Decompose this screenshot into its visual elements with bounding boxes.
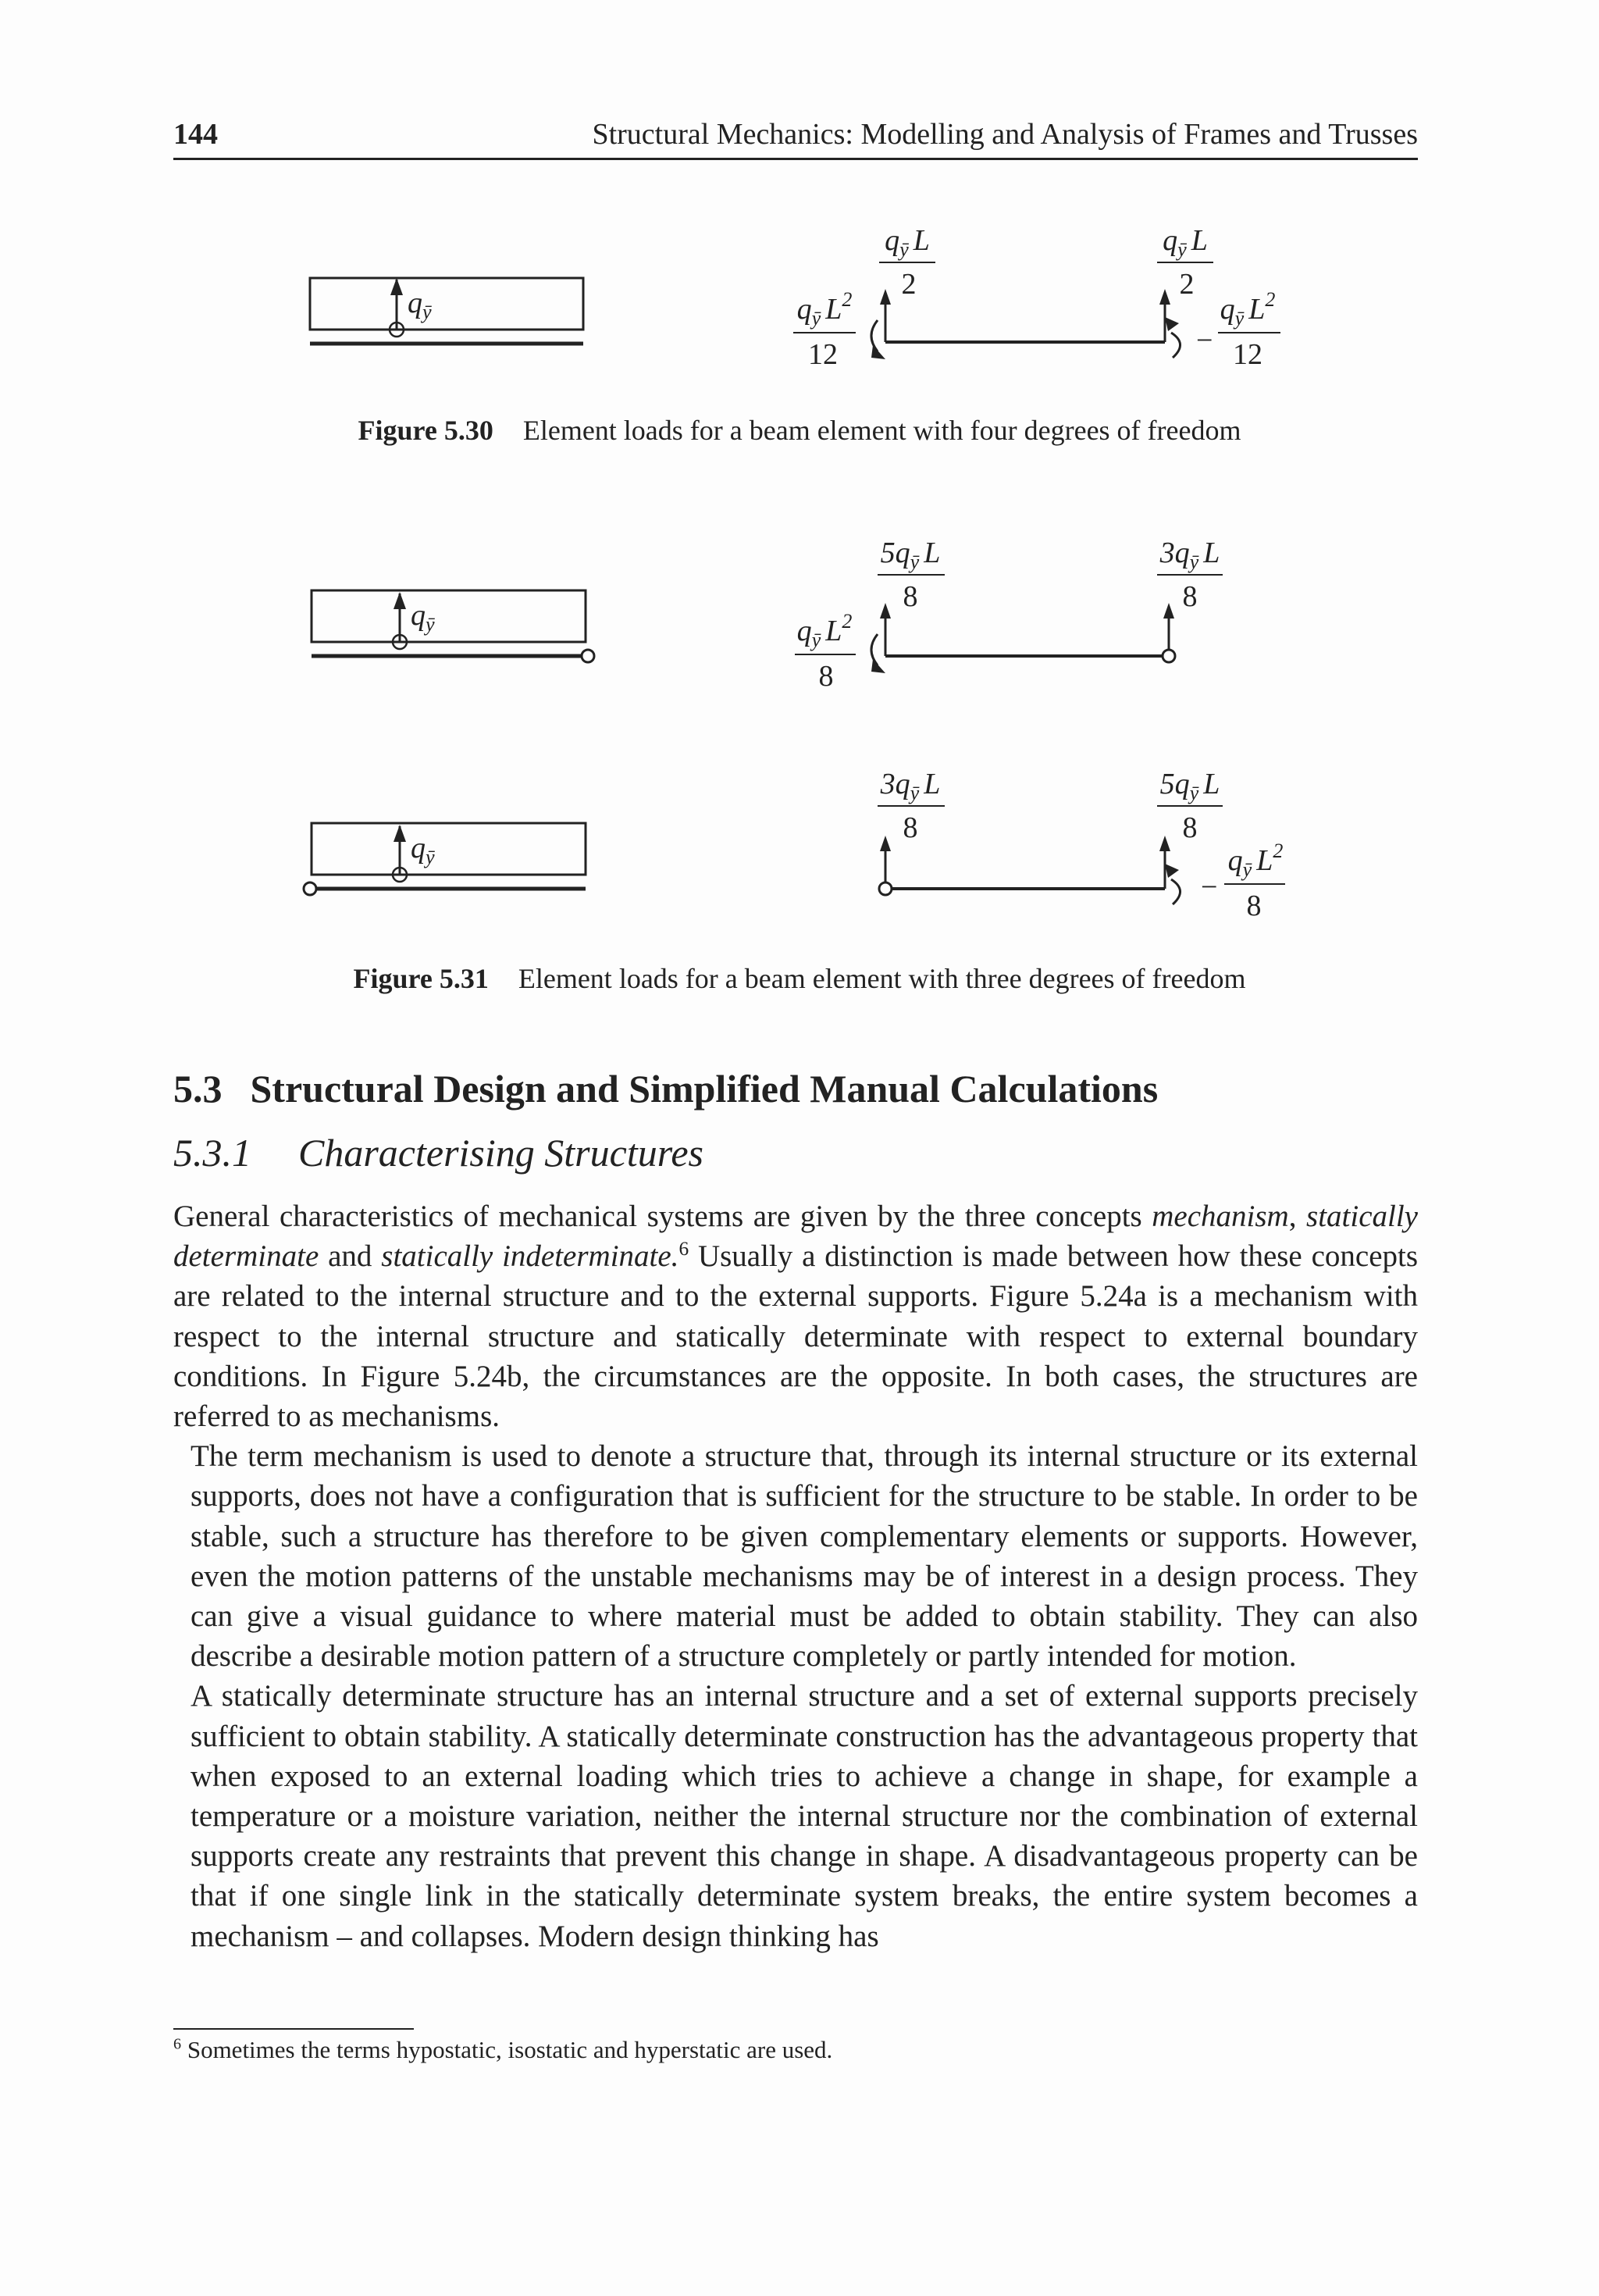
- left-moment-icon: [871, 634, 878, 665]
- load-box: [310, 278, 583, 330]
- case-b-right-moment-label: $q_ȳ$ $L^2$: [1227, 840, 1284, 881]
- paragraph: General characteristics of mechanical systems are given by the three concepts mechanism, statically determinate and statically indeterminate.$^6$ Usually a distinction is made between how these concepts are related to the internal structure and to the external supports. Figure 5.24a is a mechanism with respect to the internal structure and statically determinate with respect to external boundary conditions. In Figure 5.24b, the circumstances are the opposite. In both cases, the structures are referred to as mechanisms.: [173, 1200, 1419, 1434]
- footnote: $^6$ Sometimes the terms hypostatic, isostatic and hyperstatic are used.: [173, 2035, 833, 2063]
- page-header: [173, 117, 1418, 160]
- subsection-heading: 5.3.1 Characterising Structures: [173, 1131, 703, 1175]
- right-moment-icon: [1171, 879, 1181, 904]
- right-force-label: $q_ȳ$ L: [1163, 224, 1208, 261]
- section-heading: 5.3 Structural Design and Simplified Manual Calculations: [173, 1067, 1159, 1111]
- body-text: [173, 1196, 1418, 1956]
- page-number: 144: [173, 118, 218, 151]
- svg-text:8: 8: [903, 580, 918, 613]
- figure-5-31-caption: Figure 5.31 Element loads for a beam element with three degrees of freedom: [353, 963, 1246, 994]
- hinge-icon: [879, 882, 892, 895]
- svg-text:8: 8: [1182, 580, 1198, 613]
- load-label-b: q: [411, 832, 426, 865]
- right-moment-sign: −: [1196, 324, 1213, 357]
- left-force-label: $q_ȳ$ L: [885, 224, 930, 261]
- running-title: Structural Mechanics: Modelling and Analysis of Frames and Trusses: [592, 118, 1418, 151]
- right-moment-sign: −: [1201, 871, 1218, 904]
- left-moment-label: $q_ȳ$ $L^2$: [796, 288, 853, 330]
- case-a-left-force-label: $5q_ȳ$ L: [880, 537, 941, 573]
- footnote-ref: 6: [678, 1238, 689, 1260]
- paragraph: A statically determinate structure has an internal structure and a set of external supports precisely sufficient to obtain stability. A statically determinate construction has the advantageous property that when exposed to an external loading which tries to achieve a change in shape, for example a temperature or a moisture variation, neither the internal structure nor the combination of external supports create any restraints that prevent this change in shape. A disadvantageous property can be that if one single link in the statically determinate system breaks, the entire system becomes a mechanism – and collapses. Modern design thinking has: [191, 1679, 1418, 1953]
- figure-5-31: [0, 531, 1599, 937]
- svg-text:8: 8: [818, 660, 834, 693]
- right-moment-label: $q_ȳ$ $L^2$: [1220, 288, 1276, 330]
- load-arrowhead: [390, 278, 403, 295]
- svg-text:8: 8: [903, 811, 918, 844]
- case-a-left-moment-label: $q_ȳ$ $L^2$: [796, 610, 853, 651]
- figure-5-30-caption: Figure 5.30 Element loads for a beam element with four degrees of freedom: [358, 415, 1241, 446]
- paragraph: The term mechanism is used to denote a structure that, through its internal structure or its external supports, does not have a configuration that is sufficient for the structure to be stable. In order to be stable, such a structure has therefore to be given complementary elements or supports. However, even the motion patterns of the unstable mechanisms may be of interest in a design process. They can give a visual guidance to where material must be added to obtain stability. They can also describe a desirable motion pattern of a structure completely or partly intended for motion.: [191, 1439, 1418, 1674]
- case-a-right-force-label: $3q_ȳ$ L: [1159, 537, 1220, 573]
- svg-text:12: 12: [1233, 338, 1262, 371]
- case-b-right-force-label: $5q_ȳ$ L: [1159, 768, 1220, 804]
- hinge-icon: [582, 650, 594, 662]
- svg-text:2: 2: [901, 268, 917, 301]
- svg-text:2: 2: [1179, 268, 1195, 301]
- svg-text:12: 12: [808, 338, 838, 371]
- case-b-left-force-label: $3q_ȳ$ L: [880, 768, 941, 804]
- figure-5-30: [0, 219, 1599, 406]
- svg-text:qȳ: $q_ȳ$: [411, 599, 435, 636]
- hinge-icon: [1163, 650, 1175, 662]
- svg-text:qȳ: $q_ȳ$: [408, 287, 432, 323]
- hinge-icon: [304, 882, 316, 895]
- svg-text:8: 8: [1246, 890, 1262, 922]
- right-moment-icon: [1171, 333, 1181, 358]
- load-label-a: q: [411, 599, 426, 632]
- svg-text:qȳ: $q_ȳ$: [411, 832, 435, 868]
- footnote-rule: [173, 2028, 414, 2030]
- left-moment-icon: [871, 320, 878, 351]
- load-label: q: [408, 287, 422, 319]
- svg-text:8: 8: [1182, 811, 1198, 844]
